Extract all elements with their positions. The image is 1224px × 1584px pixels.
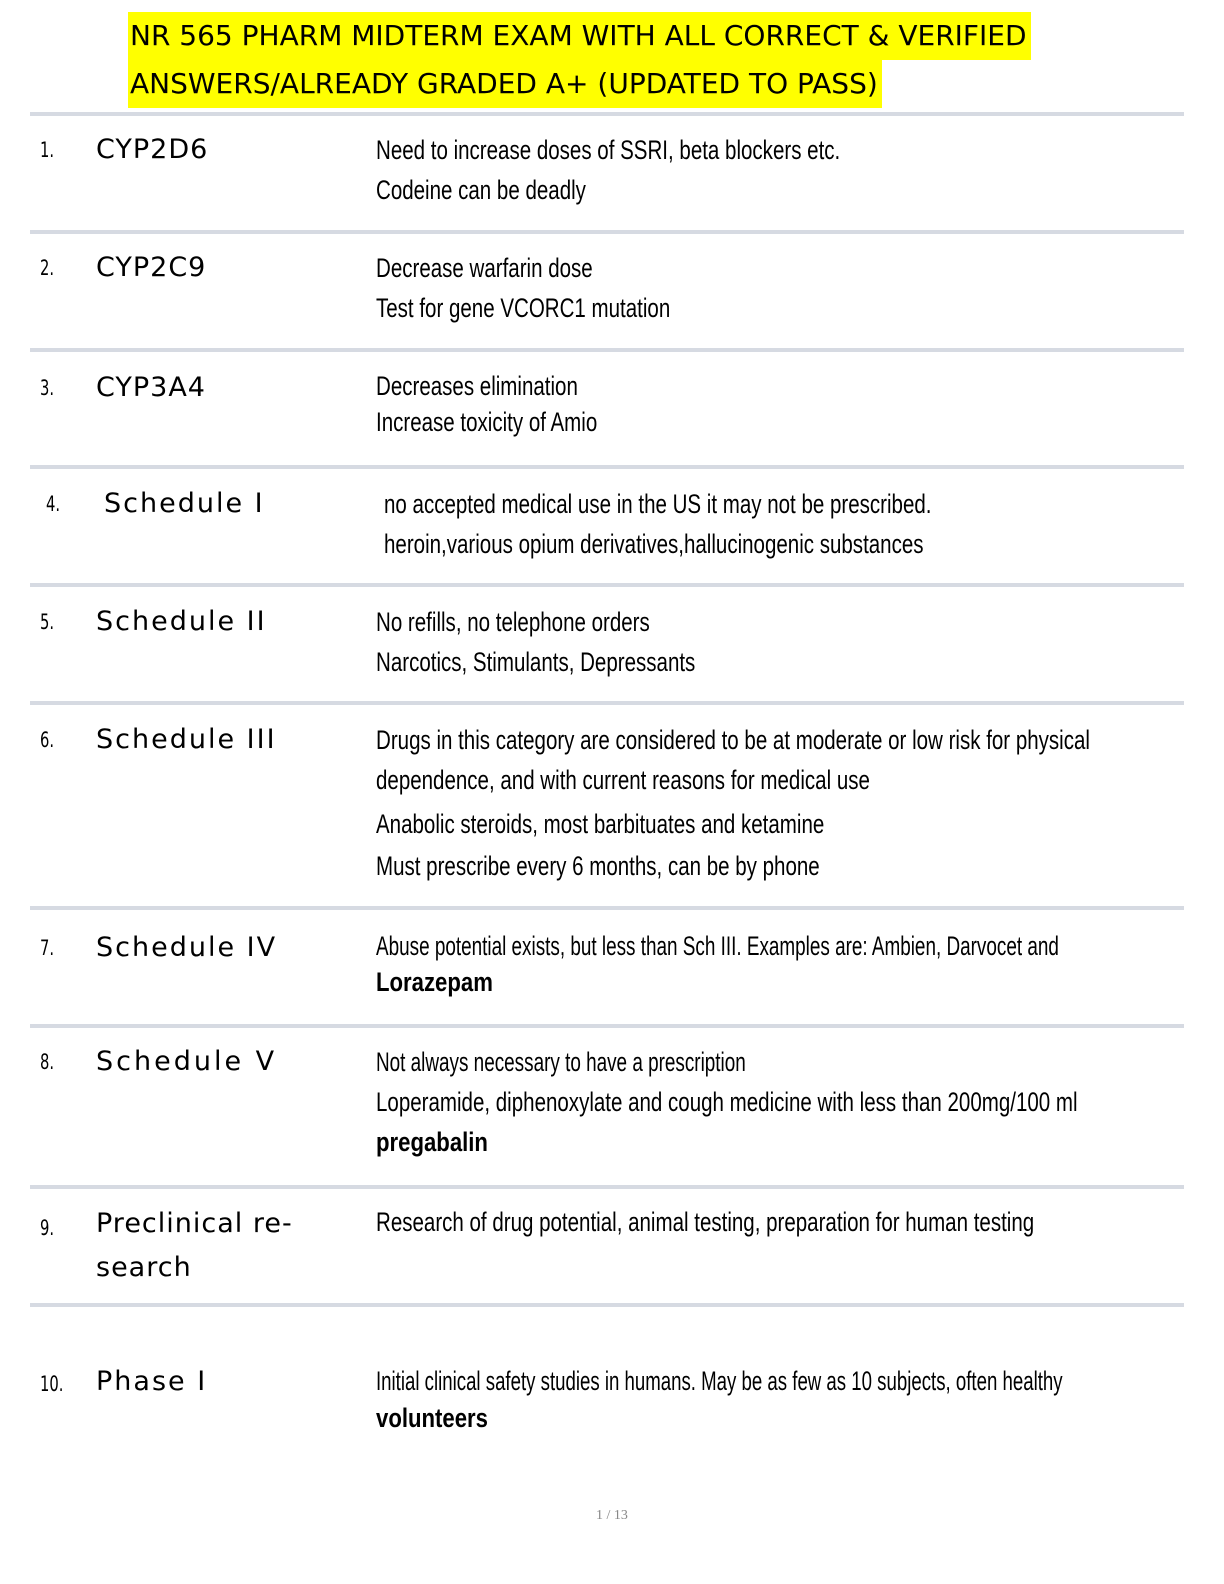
row-term — [96, 1202, 356, 1290]
definition-line: Need to increase doses of SSRI, beta blockers etc. — [376, 135, 841, 165]
definition-line: Initial clinical safety studies in humans. May be as few as 10 subjects, often healthy — [376, 1366, 1063, 1396]
row-term: Schedule II — [96, 606, 267, 637]
divider — [30, 465, 1184, 469]
definition-line: Test for gene VCORC1 mutation — [376, 293, 671, 323]
definition-line: Research of drug potential, animal testing, preparation for human testing — [376, 1207, 1035, 1237]
definition-line: Codeine can be deadly — [376, 175, 586, 205]
row-definition — [376, 1042, 1196, 1162]
row-term: Schedule III — [96, 724, 277, 755]
row-term: Schedule IV — [96, 932, 278, 963]
definition-line: Narcotics, Stimulants, Depressants — [376, 647, 696, 677]
row-number: 2. — [40, 256, 55, 280]
divider — [30, 1185, 1184, 1189]
document-title — [128, 12, 1088, 108]
row-definition — [376, 248, 1196, 328]
row-number: 6. — [40, 728, 55, 752]
definition-line: Decrease warfarin dose — [376, 253, 593, 283]
divider — [30, 906, 1184, 910]
definition-line: No refills, no telephone orders — [376, 607, 650, 637]
row-term-line: Preclinical re- — [96, 1208, 293, 1239]
divider — [30, 112, 1184, 116]
definition-line: Anabolic steroids, most barbituates and ketamine — [376, 809, 825, 839]
definition-line: Loperamide, diphenoxylate and cough medicine with less than 200mg/100 ml — [376, 1087, 1078, 1117]
row-definition — [376, 928, 1196, 1000]
row-definition — [376, 602, 1196, 682]
definition-line: Drugs in this category are considered to be at moderate or low risk for physical — [376, 725, 1090, 755]
row-number: 3. — [40, 376, 55, 400]
row-definition — [376, 720, 1196, 886]
row-term: CYP2C9 — [96, 252, 207, 283]
definition-line: Must prescribe every 6 months, can be by phone — [376, 851, 820, 881]
definition-line: heroin,various opium derivatives,hallucinogenic substances — [384, 529, 924, 559]
divider — [30, 1303, 1184, 1307]
divider — [30, 701, 1184, 705]
row-term-line: search — [96, 1252, 192, 1283]
row-definition — [376, 1362, 1196, 1436]
divider — [30, 583, 1184, 587]
definition-line: Not always necessary to have a prescription — [376, 1047, 746, 1077]
row-definition — [384, 484, 1204, 564]
row-definition — [376, 1202, 1196, 1242]
row-number: 5. — [40, 610, 55, 634]
definition-line: Abuse potential exists, but less than Sch III. Examples are: Ambien, Darvocet and — [376, 931, 1059, 961]
definition-line: Lorazepam — [376, 967, 493, 997]
definition-line: Decreases elimination — [376, 371, 578, 401]
row-number: 10. — [40, 1372, 64, 1396]
row-number: 1. — [40, 138, 55, 162]
row-number: 7. — [40, 936, 55, 960]
row-term: CYP3A4 — [96, 372, 206, 403]
title-line-2: ANSWERS/ALREADY GRADED A+ (UPDATED TO PASS) — [128, 60, 882, 108]
definition-line: pregabalin — [376, 1127, 488, 1157]
row-term: CYP2D6 — [96, 134, 209, 165]
definition-line: dependence, and with current reasons for medical use — [376, 765, 870, 795]
definition-line: no accepted medical use in the US it may not be prescribed. — [384, 489, 932, 519]
row-number: 4. — [46, 492, 61, 516]
row-definition — [376, 368, 1196, 440]
row-term: Schedule V — [96, 1046, 278, 1077]
title-line-1: NR 565 PHARM MIDTERM EXAM WITH ALL CORRECT & VERIFIED — [128, 12, 1031, 60]
row-number: 8. — [40, 1050, 55, 1074]
row-term: Phase I — [96, 1366, 208, 1397]
row-definition — [376, 130, 1196, 210]
row-term: Schedule I — [104, 488, 265, 519]
divider — [30, 348, 1184, 352]
divider — [30, 230, 1184, 234]
page-number: 1 / 13 — [596, 1508, 628, 1523]
definition-line: Increase toxicity of Amio — [376, 407, 598, 437]
divider — [30, 1024, 1184, 1028]
row-number: 9. — [40, 1216, 55, 1240]
definition-line: volunteers — [376, 1403, 488, 1433]
